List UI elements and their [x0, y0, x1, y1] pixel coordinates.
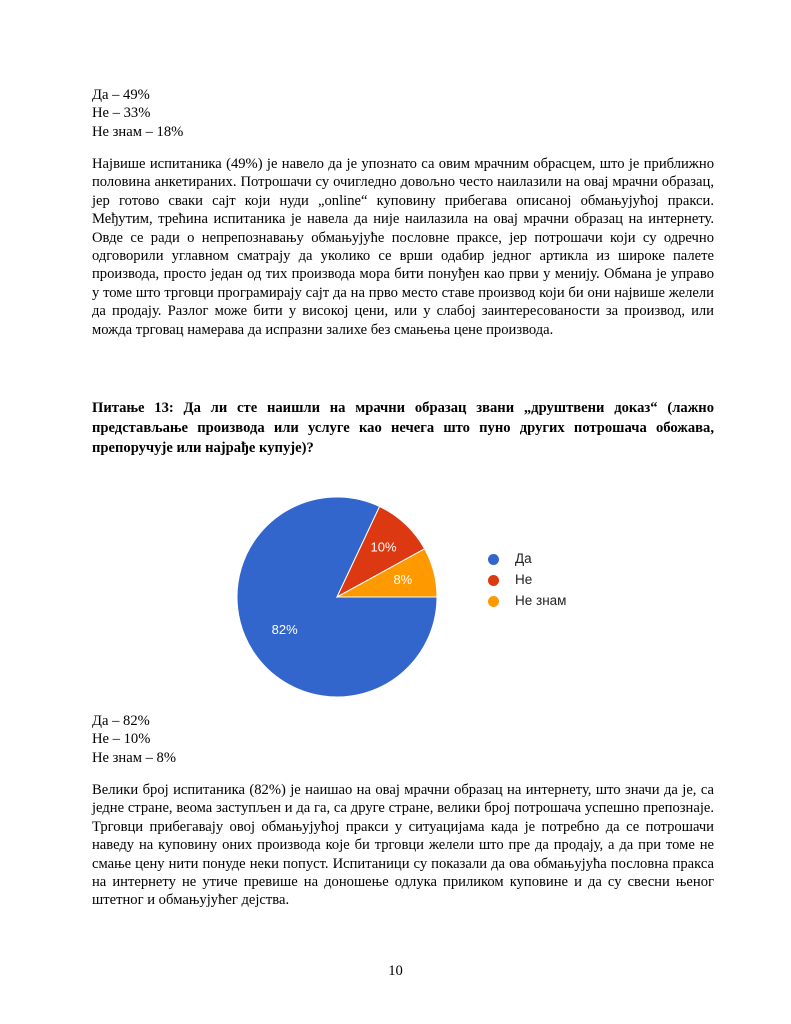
question-13-heading: Питање 13: Да ли сте наишли на мрачни образац звани „друштвени доказ“ (лажно представљање производа или услуге као нечега што пуно других потрошача обожава, препоручује или најрађе купује)? — [92, 400, 714, 456]
legend-item-no — [488, 570, 566, 591]
paragraph-analysis-12: Највише испитаника (49%) је навело да је упознато са овим мрачним обрасцем, што је приближно половина анкетираних. Потрошачи су очигледно довољно често наилазили на овај мрачни образац, јер готово сваки сајт који нуди „online“ куповину прибегава описаној обмањујућој пракси. Међутим, трећина испитаника је навела да није наилазила на овај мрачни образац на интернету. Овде се ради о непрепознавању обмањујуће пословне праксе, јер потрошачи који су одречно одговорили углавном сматрају да уколико се врши одабир једног артикла из широке палете производа, просто један од тих производа мора бити понуђен као први у менију. Обмана је управо у томе што трговци програмирају сајт да на прво место ставе производ који би они највише желели да продају. Разлог може бити у високој цени, или у слабој заинтересованости за производ, или можда трговац намерава да испразни залихе без смањења цене производа. — [92, 156, 714, 338]
legend-dot-dont-know — [488, 596, 499, 607]
pie-label-no: 10% — [370, 539, 397, 555]
results-list-top — [92, 86, 714, 141]
pie-label-dont-know: 8% — [393, 572, 413, 588]
legend-item-dont-know — [488, 591, 566, 612]
chart-legend — [488, 549, 566, 612]
pie-label-yes: 82% — [271, 622, 298, 638]
legend-label-yes: Да — [515, 551, 532, 567]
legend-item-yes — [488, 549, 566, 570]
result-yes-top: Да – 49% — [92, 87, 150, 103]
paragraph-analysis-13: Велики број испитаника (82%) је наишао на овај мрачни образац на интернету, што значи да је, са једне стране, веома заступљен и да га, са друге стране, велики број потрошача успешно препознаје. Трговци прибегавају овој обмањујућој пракси у ситуацијама када је потребно да се потрошачи наведу на куповину оних производа које би трговци желели што пре да продају, а да при томе не смање цену нити понуде неки попуст. Испитаници су показали да ова обмањујућа пословна пракса на интернету не утиче превише на доношење одлука приликом куповине и да су свесни њеног штетног и обмањујућег дејства. — [92, 782, 714, 909]
result-no-top: Не – 33% — [92, 105, 151, 122]
results-list-bottom — [92, 712, 714, 767]
legend-dot-yes — [488, 554, 499, 565]
result-no-bottom: Не – 10% — [92, 731, 151, 748]
legend-dot-no — [488, 575, 499, 586]
legend-label-no: Не — [515, 572, 533, 588]
page-number: 10 — [388, 963, 403, 979]
result-dont-know-top: Не знам – 18% — [92, 123, 184, 140]
legend-label-dont-know: Не знам — [515, 593, 567, 609]
result-yes-bottom: Да – 82% — [92, 713, 150, 729]
result-dont-know-bottom: Не знам – 8% — [92, 749, 176, 766]
